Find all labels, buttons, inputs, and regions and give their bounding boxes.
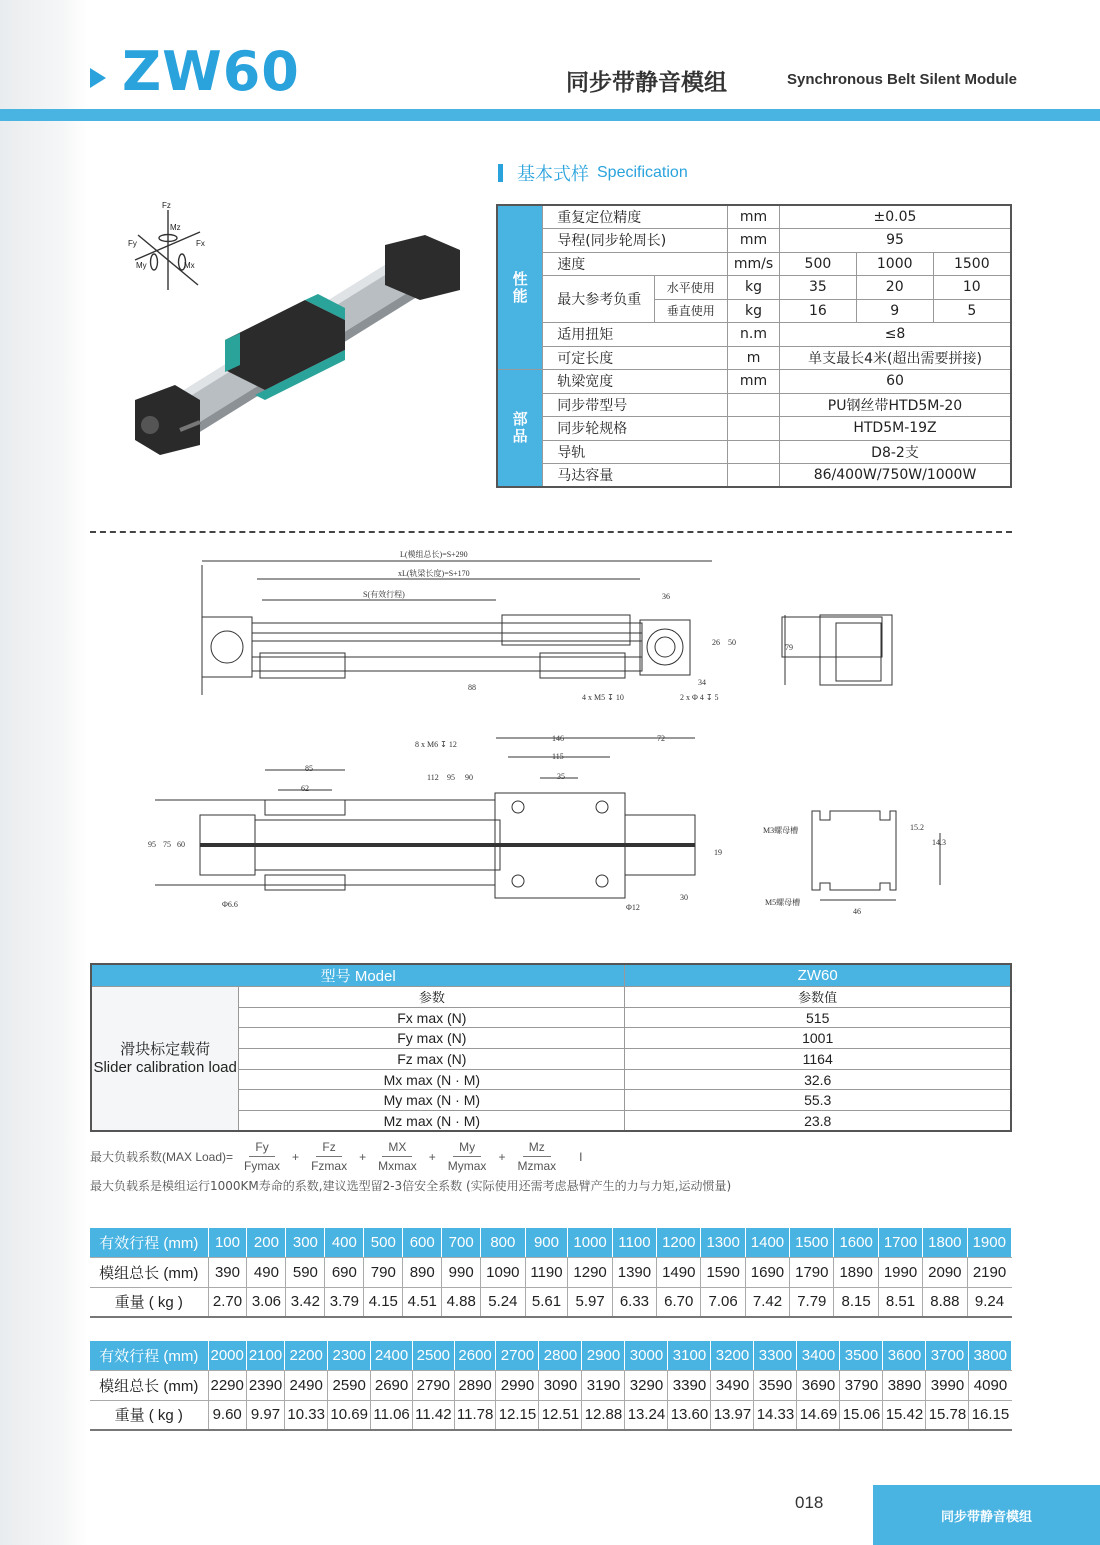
length-cell: 2600 <box>454 1341 496 1371</box>
spec-value: 1500 <box>933 252 1011 276</box>
length-cell: 15.78 <box>926 1400 969 1430</box>
length-cell: 590 <box>286 1258 325 1288</box>
axis-my: My <box>136 261 147 270</box>
dim-19: 19 <box>714 848 722 857</box>
length-cell: 9.97 <box>246 1400 284 1430</box>
spec-label: 马达容量 <box>543 464 728 488</box>
row-label: 重量 ( kg ) <box>90 1400 208 1430</box>
spec-sublabel: 垂直使用 <box>654 299 728 323</box>
length-cell: 1690 <box>745 1258 789 1288</box>
spec-unit: n.m <box>728 323 780 347</box>
axis-fx: Fx <box>196 239 205 248</box>
length-cell: 8.88 <box>923 1287 967 1317</box>
spec-row <box>497 393 1011 417</box>
title-arrow-icon <box>90 68 106 88</box>
technical-drawing <box>120 545 980 925</box>
spec-value: 1000 <box>856 252 933 276</box>
length-cell: 3200 <box>711 1341 754 1371</box>
load-row: Fy max (N) 1001 <box>91 1028 1011 1049</box>
length-cell: 1190 <box>525 1258 568 1288</box>
length-cell: 1090 <box>481 1258 525 1288</box>
spec-title-cn: 基本式样 <box>517 164 589 185</box>
length-cell: 790 <box>364 1258 403 1288</box>
length-cell: 400 <box>325 1228 364 1258</box>
nut-slot-m3: M3螺母槽 <box>763 826 799 835</box>
spec-value: 9 <box>856 299 933 323</box>
length-cell: 2100 <box>246 1341 284 1371</box>
length-cell: 2790 <box>412 1371 454 1401</box>
length-cell: 2200 <box>285 1341 328 1371</box>
formula-term: $\frac{Mz}{Mzmax}$ <box>517 1140 557 1173</box>
length-cell: 9.24 <box>967 1287 1011 1317</box>
spec-value: ≤8 <box>780 323 1011 347</box>
load-row: Fz max (N) 1164 <box>91 1049 1011 1070</box>
max-load-formula: 最大负载系数(MAX Load)= $\frac{Fy}{Fymax}$ + $\frac{Fz}{Fzmax}$ + $\frac{MX}{Mxmax}$ + $\frac{My}{Mymax}$ + $\frac{Mz}{Mzmax}$ I <box>90 1140 583 1173</box>
hole-spec-2: 2 x Φ 4 ↧ 5 <box>680 693 719 702</box>
formula-term: $\frac{My}{Mymax}$ <box>447 1140 487 1173</box>
length-cell: 100 <box>208 1228 247 1258</box>
spec-row <box>497 276 1011 300</box>
length-cell: 3990 <box>926 1371 969 1401</box>
length-cell: 890 <box>403 1258 442 1288</box>
length-cell: 4.15 <box>364 1287 403 1317</box>
spec-value: 10 <box>933 276 1011 300</box>
spec-row <box>497 440 1011 464</box>
model-title: ZW60 <box>122 40 300 103</box>
spec-label: 最大参考负重 <box>543 276 654 323</box>
length-cell: 3500 <box>840 1341 883 1371</box>
spec-unit: kg <box>728 276 780 300</box>
spec-unit <box>728 417 780 441</box>
length-cell: 2190 <box>967 1258 1011 1288</box>
product-title-en: Synchronous Belt Silent Module <box>787 71 1018 88</box>
length-cell: 15.06 <box>840 1400 883 1430</box>
length-cell: 4.51 <box>403 1287 442 1317</box>
dim-90: 90 <box>465 773 473 782</box>
dim-15-2: 15.2 <box>910 823 924 832</box>
length-cell: 5.97 <box>568 1287 612 1317</box>
dim-112: 112 <box>427 773 439 782</box>
length-cell: 1700 <box>878 1228 922 1258</box>
axis-fz: Fz <box>162 201 171 210</box>
row-label: 有效行程 (mm) <box>90 1341 208 1371</box>
dim-14-3: 14.3 <box>932 838 946 847</box>
page-number: 018 <box>795 1493 824 1512</box>
slider-load-label <box>91 987 239 1132</box>
length-cell: 1000 <box>568 1228 612 1258</box>
left-band <box>0 0 88 1545</box>
length-cell: 4090 <box>969 1371 1012 1401</box>
length-cell: 16.15 <box>969 1400 1012 1430</box>
load-row <box>91 987 1011 1008</box>
spec-value: 500 <box>780 252 857 276</box>
length-cell: 2890 <box>454 1371 496 1401</box>
spec-row <box>497 229 1011 253</box>
load-row: Mx max (N · M) 32.6 <box>91 1069 1011 1090</box>
spec-value: PU钢丝带HTD5M-20 <box>780 393 1011 417</box>
formula-term: $\frac{MX}{Mxmax}$ <box>378 1140 417 1173</box>
length-cell: 3.79 <box>325 1287 364 1317</box>
length-cell: 9.60 <box>208 1400 246 1430</box>
spec-title-en: Specification <box>597 164 688 181</box>
length-cell: 2400 <box>371 1341 413 1371</box>
dim-36: 36 <box>662 592 670 601</box>
spec-label: 同步带型号 <box>543 393 728 417</box>
section-bar <box>498 164 503 182</box>
length-cell: 3790 <box>840 1371 883 1401</box>
length-cell: 11.78 <box>454 1400 496 1430</box>
length-row-total <box>90 1258 1012 1288</box>
length-cell: 2000 <box>208 1341 246 1371</box>
length-cell: 3890 <box>883 1371 926 1401</box>
dim-26: 26 <box>712 638 720 647</box>
load-axes-diagram <box>135 210 200 290</box>
spec-row <box>497 252 1011 276</box>
length-cell: 2690 <box>371 1371 413 1401</box>
spec-label: 导轨 <box>543 440 728 464</box>
length-cell: 1900 <box>967 1228 1011 1258</box>
spec-unit <box>728 464 780 488</box>
length-cell: 13.60 <box>668 1400 711 1430</box>
spec-label: 重复定位精度 <box>543 205 728 229</box>
spec-label: 导程(同步轮周长) <box>543 229 728 253</box>
spec-value: 60 <box>780 370 1011 394</box>
spec-value: 86/400W/750W/1000W <box>780 464 1011 488</box>
spec-unit <box>728 393 780 417</box>
length-cell: 3000 <box>625 1341 668 1371</box>
spec-value: 5 <box>933 299 1011 323</box>
length-cell: 800 <box>481 1228 525 1258</box>
length-cell: 2590 <box>328 1371 371 1401</box>
nut-slot-m5: M5螺母槽 <box>765 898 801 907</box>
length-cell: 2090 <box>923 1258 967 1288</box>
spec-label: 适用扭矩 <box>543 323 728 347</box>
length-cell: 900 <box>525 1228 568 1258</box>
length-cell: 3390 <box>668 1371 711 1401</box>
spec-value: HTD5M-19Z <box>780 417 1011 441</box>
length-cell: 2300 <box>328 1341 371 1371</box>
dim-30: 30 <box>680 893 688 902</box>
length-cell: 14.69 <box>797 1400 840 1430</box>
length-cell: 1100 <box>612 1228 656 1258</box>
spec-row <box>497 417 1011 441</box>
dim-35: 35 <box>557 772 565 781</box>
length-row-total <box>90 1371 1012 1401</box>
hole-spec-3: 8 x M6 ↧ 12 <box>415 740 457 749</box>
spec-value: 95 <box>780 229 1011 253</box>
length-cell: 1600 <box>834 1228 878 1258</box>
param-header: 参数 <box>239 987 625 1008</box>
length-cell: 13.24 <box>625 1400 668 1430</box>
spec-value: ±0.05 <box>780 205 1011 229</box>
hole-spec-1: 4 x M5 ↧ 10 <box>582 693 624 702</box>
length-cell: 700 <box>442 1228 481 1258</box>
load-header-row <box>91 964 1011 987</box>
length-cell: 2900 <box>582 1341 625 1371</box>
slider-label-en: Slider calibration load <box>93 1058 237 1076</box>
value-header: 参数值 <box>625 987 1011 1008</box>
length-cell: 3190 <box>582 1371 625 1401</box>
header-divider <box>0 109 1100 121</box>
length-cell: 490 <box>247 1258 286 1288</box>
length-cell: 3290 <box>625 1371 668 1401</box>
length-cell: 3300 <box>754 1341 797 1371</box>
length-cell: 6.33 <box>612 1287 656 1317</box>
product-image <box>120 190 470 460</box>
length-row-weight <box>90 1287 1012 1317</box>
length-cell: 2700 <box>496 1341 539 1371</box>
length-row-stroke <box>90 1341 1012 1371</box>
spec-value: D8-2支 <box>780 440 1011 464</box>
length-cell: 1390 <box>612 1258 656 1288</box>
length-cell: 13.97 <box>711 1400 754 1430</box>
row-label: 模组总长 (mm) <box>90 1371 208 1401</box>
length-cell: 1200 <box>657 1228 701 1258</box>
length-cell: 7.06 <box>701 1287 745 1317</box>
dim-50: 50 <box>728 638 736 647</box>
dashed-divider <box>90 531 1012 533</box>
length-cell: 1590 <box>701 1258 745 1288</box>
spec-unit: mm <box>728 229 780 253</box>
length-cell: 11.06 <box>371 1400 413 1430</box>
length-cell: 2990 <box>496 1371 539 1401</box>
dim-L: L(模组总长)=S+290 <box>400 550 468 559</box>
dim-75: 75 <box>163 840 171 849</box>
length-row-weight <box>90 1400 1012 1430</box>
dia-6-6: Φ6.6 <box>222 900 238 909</box>
length-cell: 12.51 <box>539 1400 582 1430</box>
length-cell: 10.33 <box>285 1400 328 1430</box>
length-cell: 12.88 <box>582 1400 625 1430</box>
length-cell: 7.79 <box>790 1287 834 1317</box>
length-cell: 3590 <box>754 1371 797 1401</box>
spec-value: 单支最长4米(超出需要拼接) <box>780 346 1011 370</box>
length-cell: 5.61 <box>525 1287 568 1317</box>
spec-section-title <box>498 160 688 186</box>
length-cell: 300 <box>286 1228 325 1258</box>
length-cell: 3800 <box>969 1341 1012 1371</box>
length-cell: 4.88 <box>442 1287 481 1317</box>
length-cell: 2390 <box>246 1371 284 1401</box>
dim-79: 79 <box>785 643 793 652</box>
dim-S: S(有效行程) <box>363 590 405 599</box>
spec-label: 同步轮规格 <box>543 417 728 441</box>
formula-prefix: 最大负载系数(MAX Load)= <box>90 1150 234 1164</box>
length-cell: 8.51 <box>878 1287 922 1317</box>
formula-suffix: I <box>579 1149 583 1164</box>
slider-label-cn: 滑块标定载荷 <box>120 1040 211 1058</box>
length-cell: 1300 <box>701 1228 745 1258</box>
group-parts: 部 品 <box>497 370 543 488</box>
spec-unit: mm <box>728 370 780 394</box>
length-cell: 390 <box>208 1258 247 1288</box>
load-row: My max (N · M) 55.3 <box>91 1090 1011 1111</box>
length-cell: 3.06 <box>247 1287 286 1317</box>
spec-row <box>497 323 1011 347</box>
dim-115: 115 <box>552 752 564 761</box>
spec-label: 可定长度 <box>543 346 728 370</box>
spec-label: 轨梁宽度 <box>543 370 728 394</box>
spec-label: 速度 <box>543 252 728 276</box>
spec-row <box>497 464 1011 488</box>
product-title-cn: 同步带静音模组 <box>566 70 727 96</box>
length-cell: 3690 <box>797 1371 840 1401</box>
length-cell: 200 <box>247 1228 286 1258</box>
length-cell: 2.70 <box>208 1287 247 1317</box>
length-cell: 7.42 <box>745 1287 789 1317</box>
length-cell: 1500 <box>790 1228 834 1258</box>
length-cell: 2290 <box>208 1371 246 1401</box>
spec-unit <box>728 440 780 464</box>
dim-85: 85 <box>305 764 313 773</box>
row-label: 模组总长 (mm) <box>90 1258 208 1288</box>
length-table-1 <box>90 1228 1012 1318</box>
model-header: 型号 Model <box>91 964 625 987</box>
dia-12: Φ12 <box>626 903 640 912</box>
length-cell: 3490 <box>711 1371 754 1401</box>
length-cell: 12.15 <box>496 1400 539 1430</box>
dim-146: 146 <box>552 734 564 743</box>
spec-row <box>497 370 1011 394</box>
dim-34: 34 <box>698 678 706 687</box>
dim-95a: 95 <box>447 773 455 782</box>
length-cell: 1290 <box>568 1258 612 1288</box>
length-cell: 5.24 <box>481 1287 525 1317</box>
model-value-header: ZW60 <box>625 964 1011 987</box>
dim-xL: xL(轨梁长度)=S+170 <box>398 569 470 578</box>
length-cell: 3.42 <box>286 1287 325 1317</box>
group-performance: 性 能 <box>497 205 543 370</box>
dim-60: 60 <box>177 840 185 849</box>
dim-46: 46 <box>853 907 861 916</box>
axis-mz: Mz <box>170 223 181 232</box>
dim-72: 72 <box>657 734 665 743</box>
length-cell: 14.33 <box>754 1400 797 1430</box>
length-cell: 1790 <box>790 1258 834 1288</box>
spec-value: 35 <box>780 276 857 300</box>
length-cell: 1800 <box>923 1228 967 1258</box>
length-cell: 3100 <box>668 1341 711 1371</box>
length-row-stroke <box>90 1228 1012 1258</box>
dim-95b: 95 <box>148 840 156 849</box>
load-row: Mz max (N · M) 23.8 <box>91 1111 1011 1132</box>
spec-row <box>497 205 1011 229</box>
length-cell: 990 <box>442 1258 481 1288</box>
spec-table <box>496 204 1012 488</box>
spec-unit: kg <box>728 299 780 323</box>
formula-term: $\frac{Fz}{Fzmax}$ <box>311 1140 348 1173</box>
length-cell: 3090 <box>539 1371 582 1401</box>
spec-unit: mm <box>728 205 780 229</box>
length-cell: 3700 <box>926 1341 969 1371</box>
spec-value: 20 <box>856 276 933 300</box>
load-note: 最大负载系是模组运行1000KM寿命的系数,建议选型留2-3倍安全系数 (实际使用还需考虑悬臂产生的力与力矩,运动惯量) <box>90 1179 732 1193</box>
axis-fy: Fy <box>128 239 137 248</box>
spec-sublabel: 水平使用 <box>654 276 728 300</box>
load-row: Fx max (N) 515 <box>91 1007 1011 1028</box>
length-cell: 11.42 <box>412 1400 454 1430</box>
dim-88: 88 <box>468 683 476 692</box>
length-cell: 1490 <box>657 1258 701 1288</box>
length-cell: 2800 <box>539 1341 582 1371</box>
length-cell: 3600 <box>883 1341 926 1371</box>
dim-62: 62 <box>301 784 309 793</box>
load-table <box>90 963 1012 1132</box>
length-cell: 690 <box>325 1258 364 1288</box>
length-cell: 500 <box>364 1228 403 1258</box>
length-cell: 1400 <box>745 1228 789 1258</box>
length-table-2 <box>90 1341 1012 1431</box>
length-cell: 8.15 <box>834 1287 878 1317</box>
spec-unit: mm/s <box>728 252 780 276</box>
length-cell: 15.42 <box>883 1400 926 1430</box>
spec-row <box>497 346 1011 370</box>
length-cell: 10.69 <box>328 1400 371 1430</box>
length-cell: 2500 <box>412 1341 454 1371</box>
length-cell: 6.70 <box>657 1287 701 1317</box>
spec-unit: m <box>728 346 780 370</box>
length-cell: 600 <box>403 1228 442 1258</box>
spec-value: 16 <box>780 299 857 323</box>
length-cell: 1990 <box>878 1258 922 1288</box>
length-cell: 3400 <box>797 1341 840 1371</box>
axis-mx: Mx <box>184 261 195 270</box>
row-label: 重量 ( kg ) <box>90 1287 208 1317</box>
footer-tab: 同步带静音模组 <box>873 1485 1100 1545</box>
row-label: 有效行程 (mm) <box>90 1228 208 1258</box>
length-cell: 2490 <box>285 1371 328 1401</box>
length-cell: 1890 <box>834 1258 878 1288</box>
formula-term: $\frac{Fy}{Fymax}$ <box>244 1140 281 1173</box>
